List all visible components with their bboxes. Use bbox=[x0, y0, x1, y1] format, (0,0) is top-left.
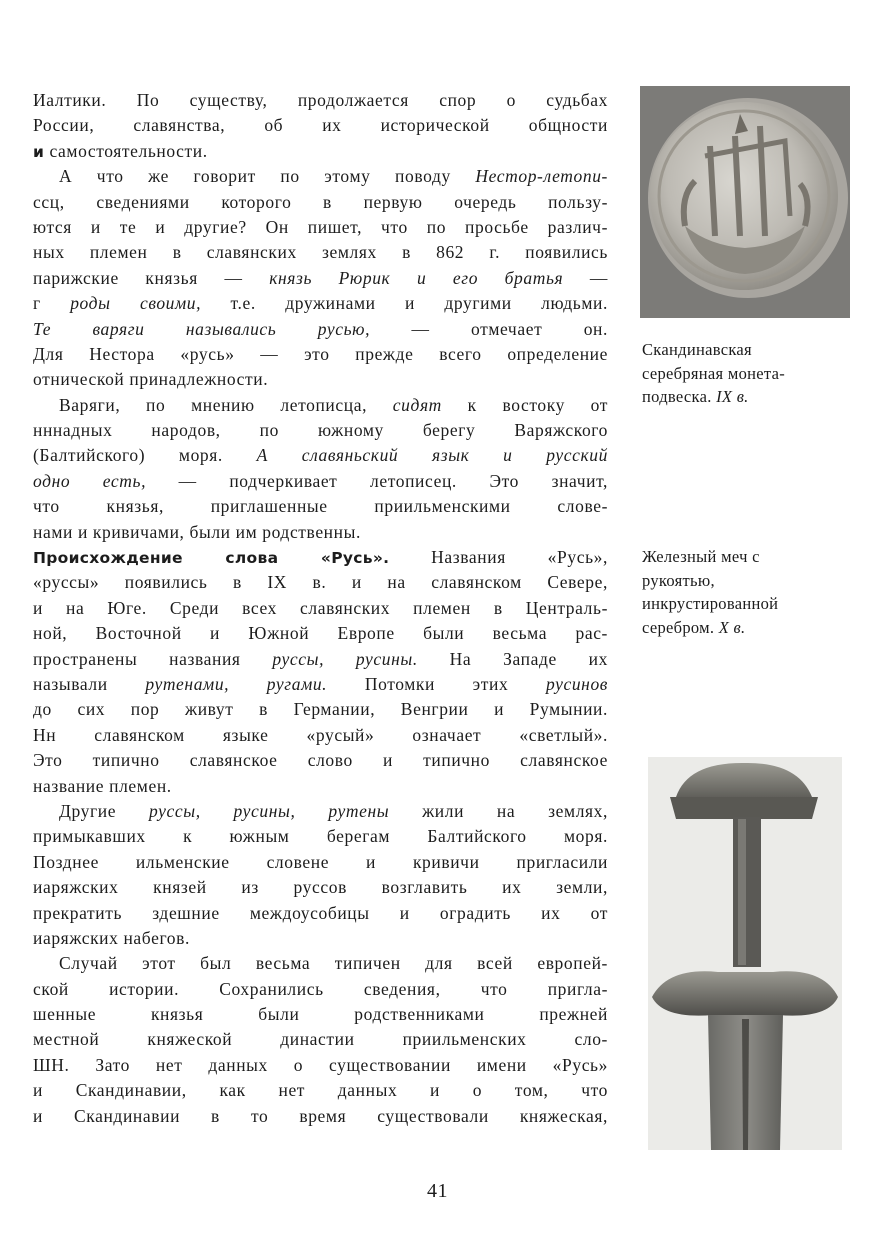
text-run: — подчеркивает летописец. Это значит, bbox=[146, 470, 608, 491]
text-run: г bbox=[33, 293, 71, 314]
text-run: рутенами, ругами. bbox=[145, 673, 328, 694]
text-run: примыкавших к южным берегам Балтийского моря. bbox=[33, 826, 608, 847]
text-run: инкрустированной bbox=[642, 594, 779, 613]
text-line bbox=[33, 443, 608, 468]
text-run: нннадных народов, по южному берегу Варяжского bbox=[33, 420, 608, 441]
text-run: парижские князья — bbox=[33, 267, 270, 288]
text-run: отнической принадлежности. bbox=[33, 369, 269, 390]
text-line bbox=[33, 824, 608, 849]
text-run: до сих пор живут в Германии, Венгрии и Румынии. bbox=[33, 699, 608, 720]
text-run: и на Юге. Среди всех славянских племен в Централь- bbox=[33, 597, 608, 618]
text-line bbox=[33, 88, 608, 113]
text-line bbox=[33, 1104, 608, 1129]
page-number: 41 bbox=[427, 1180, 448, 1202]
text-run: А славяньский язык и русский bbox=[256, 445, 608, 466]
text-line bbox=[33, 494, 608, 519]
text-line bbox=[33, 1027, 608, 1052]
coin-pendant-illustration bbox=[640, 86, 850, 318]
text-line bbox=[33, 545, 608, 570]
text-line bbox=[33, 875, 608, 900]
text-run: Названия «Русь», bbox=[389, 547, 608, 568]
text-run: и Скандинавии в то время существовали княжеская, bbox=[33, 1105, 608, 1126]
text-run: «руссы» появились в IX в. и на славянском Севере, bbox=[33, 572, 608, 593]
text-run: Другие bbox=[59, 800, 150, 821]
text-run: X в. bbox=[718, 617, 746, 637]
text-line bbox=[33, 951, 608, 976]
caption-line bbox=[642, 362, 842, 386]
text-line bbox=[33, 393, 608, 418]
text-run: самостоятельности. bbox=[44, 140, 208, 161]
text-run: нами и кривичами, были им родственны. bbox=[33, 521, 361, 542]
text-line bbox=[33, 596, 608, 621]
caption-line bbox=[642, 592, 842, 616]
text-run: Это типично славянское слово и типично славянское bbox=[33, 750, 608, 771]
text-run: жили на землях, bbox=[389, 800, 609, 821]
text-line bbox=[33, 367, 608, 392]
text-run: ных племен в славянских землях в 862 г. появились bbox=[33, 242, 608, 263]
text-line bbox=[33, 799, 608, 824]
text-run: название племен. bbox=[33, 775, 172, 796]
text-run: Нестор-летопи- bbox=[475, 166, 608, 187]
text-line bbox=[33, 266, 608, 291]
text-run: ной, Восточной и Южной Европе были весьма рас- bbox=[33, 623, 608, 644]
text-run: Позднее ильменские словене и кривичи пригласили bbox=[33, 851, 608, 872]
text-run: Случай этот был весьма типичен для всей европей- bbox=[59, 953, 608, 974]
text-run: Для Нестора «русь» — это прежде всего определение bbox=[33, 343, 608, 364]
text-line bbox=[33, 977, 608, 1002]
text-run: одно есть, bbox=[33, 470, 147, 491]
text-run: серебряная монета- bbox=[642, 363, 785, 383]
text-run: князь Рюрик и его братья bbox=[269, 267, 564, 288]
text-line bbox=[33, 723, 608, 748]
text-run: На Западе их bbox=[417, 648, 608, 669]
text-line bbox=[33, 469, 608, 494]
text-run: сидят bbox=[392, 394, 442, 415]
coin-pendant-image bbox=[640, 86, 850, 318]
sword-image bbox=[648, 757, 842, 1150]
text-run: России, славянства, об их исторической общности bbox=[33, 115, 608, 136]
text-run: местной княжеской династии приильменских сло- bbox=[33, 1029, 608, 1050]
text-line bbox=[33, 1078, 608, 1103]
text-run: к востоку от bbox=[441, 394, 608, 415]
caption-line bbox=[642, 616, 842, 640]
text-line bbox=[33, 647, 608, 672]
text-run: Варяги, по мнению летописца, bbox=[59, 394, 393, 415]
text-run: (Балтийского) моря. bbox=[33, 445, 257, 466]
text-run: ются и те и другие? Он пишет, что по просьбе различ- bbox=[33, 216, 608, 237]
coin-caption bbox=[642, 338, 842, 409]
text-line bbox=[33, 672, 608, 697]
text-line bbox=[33, 1053, 608, 1078]
text-line bbox=[33, 774, 608, 799]
text-run: Потомки этих bbox=[327, 673, 546, 694]
text-line bbox=[33, 520, 608, 545]
text-run: Нн славянском языке «русый» означает «светлый». bbox=[33, 724, 608, 745]
caption-line bbox=[642, 545, 842, 569]
text-run: и Скандинавии, как нет данных и о том, что bbox=[33, 1080, 608, 1101]
text-line bbox=[33, 621, 608, 646]
text-line bbox=[33, 317, 608, 342]
text-run: серебром. bbox=[642, 617, 719, 637]
text-line bbox=[33, 926, 608, 951]
text-run: роды своими, bbox=[70, 293, 202, 314]
sword-illustration bbox=[648, 757, 842, 1150]
text-line bbox=[33, 850, 608, 875]
text-run: IX в. bbox=[716, 387, 749, 406]
text-line bbox=[33, 190, 608, 215]
text-run: и bbox=[33, 142, 45, 161]
text-line bbox=[33, 1002, 608, 1027]
text-run: шенные князья были родственниками прежней bbox=[33, 1004, 608, 1025]
text-line bbox=[33, 901, 608, 926]
text-run: иаряжских князей из руссов возглавить их земли, bbox=[33, 877, 608, 898]
caption-line bbox=[642, 569, 842, 593]
caption-line bbox=[642, 385, 842, 409]
text-run: русинов bbox=[545, 673, 609, 694]
text-line bbox=[33, 697, 608, 722]
text-run: т.е. дружинами и другими людьми. bbox=[201, 293, 608, 314]
text-line bbox=[33, 113, 608, 138]
text-run: — bbox=[563, 267, 609, 288]
text-run: Те варяги назывались русью, bbox=[33, 318, 371, 339]
text-run: называли bbox=[33, 673, 146, 694]
text-run: иаряжских набегов. bbox=[33, 927, 190, 948]
caption-line bbox=[642, 338, 842, 362]
text-line bbox=[33, 418, 608, 443]
sword-caption bbox=[642, 545, 842, 639]
text-line bbox=[33, 748, 608, 773]
text-run: ШН. Зато нет данных о существовании имени «Русь» bbox=[33, 1054, 608, 1075]
section-heading: Происхождение слова «Русь». bbox=[33, 549, 390, 568]
text-run: Железный меч с bbox=[642, 547, 760, 566]
text-run: подвеска. bbox=[642, 387, 717, 406]
text-line bbox=[33, 291, 608, 316]
text-line bbox=[33, 240, 608, 265]
text-run: ской истории. Сохранились сведения, что пригла- bbox=[33, 978, 608, 999]
text-run: А что же говорит по этому поводу bbox=[59, 166, 476, 187]
text-line bbox=[33, 570, 608, 595]
text-run: ссц, сведениями которого в первую очередь пользу- bbox=[33, 191, 608, 212]
text-line bbox=[33, 342, 608, 367]
text-line bbox=[33, 164, 608, 189]
text-run: Иалтики. По существу, продолжается спор о судьбах bbox=[33, 90, 608, 110]
text-run: рукоятью, bbox=[642, 570, 715, 590]
text-run: что князья, приглашенные приильменскими слове- bbox=[33, 496, 608, 517]
text-run: руссы, русины. bbox=[272, 648, 418, 669]
text-run: пространены названия bbox=[33, 648, 273, 669]
text-run: прекратить здешние междоусобицы и оградить их от bbox=[33, 902, 608, 923]
text-run: Скандинавская bbox=[642, 340, 752, 359]
text-run: — отмечает он. bbox=[370, 318, 608, 339]
text-run: руссы, русины, рутены bbox=[149, 800, 390, 821]
text-line bbox=[33, 139, 608, 164]
main-text-column bbox=[33, 88, 608, 1129]
text-line bbox=[33, 215, 608, 240]
